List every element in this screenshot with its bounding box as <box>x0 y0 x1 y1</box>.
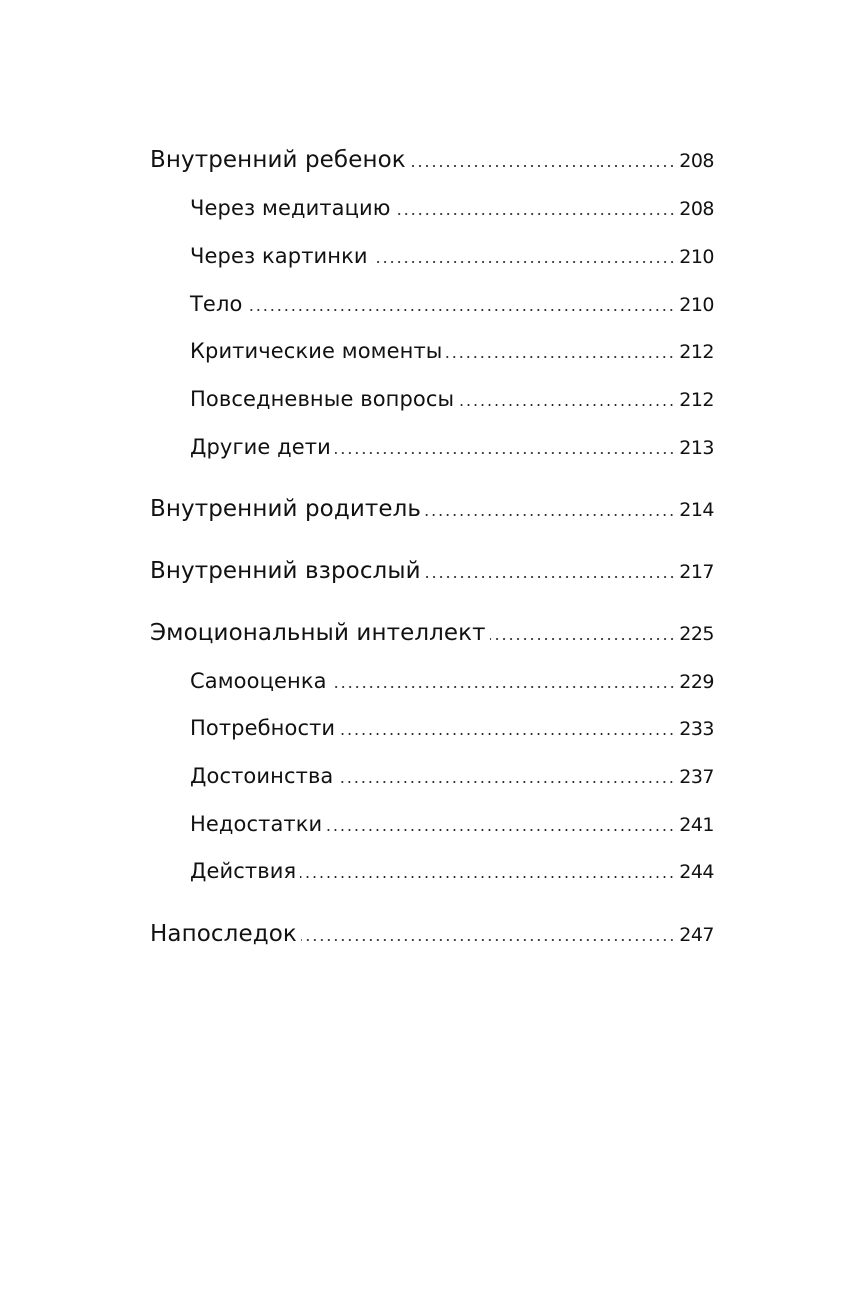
toc-entry-title: Недостатки <box>190 812 323 836</box>
toc-entry-page: 241 <box>679 814 714 836</box>
toc-entry-title: Другие дети <box>190 435 331 459</box>
toc-entry-page: 210 <box>679 294 714 316</box>
toc-entry-title: Внутренний ребенок <box>150 147 406 173</box>
toc-entry[interactable] <box>190 246 714 267</box>
toc-entry[interactable] <box>190 198 714 219</box>
toc-entry-page: 208 <box>679 198 714 220</box>
toc-entry[interactable] <box>190 389 714 410</box>
dot-leader <box>331 686 676 688</box>
toc-entry-page: 225 <box>679 623 714 645</box>
toc-entry-title: Через картинки <box>190 244 368 268</box>
toc-entry-title: Самооценка <box>190 669 327 693</box>
toc-entry-title: Тело <box>190 292 243 316</box>
toc-entry[interactable] <box>190 861 714 882</box>
toc-entry-title: Потребности <box>190 716 336 740</box>
dot-leader <box>337 781 675 783</box>
toc-entry-title: Достоинства <box>190 764 334 788</box>
toc-entry-title: Внутренний взрослый <box>150 558 421 584</box>
toc-entry[interactable] <box>150 923 714 946</box>
toc-entry[interactable] <box>190 437 714 458</box>
toc-entry[interactable] <box>150 498 714 521</box>
toc-entry-title: Эмоциональный интеллект <box>150 620 486 646</box>
toc-entry-page: 214 <box>679 499 714 521</box>
toc-entry-title: Внутренний родитель <box>150 496 422 522</box>
dot-leader <box>410 165 675 167</box>
dot-leader <box>446 356 675 358</box>
toc-entry-title: Через медитацию <box>190 196 391 220</box>
toc-entry-page: 212 <box>679 341 714 363</box>
toc-entry-page: 210 <box>679 246 714 268</box>
toc-entry[interactable] <box>190 766 714 787</box>
dot-leader <box>395 213 676 215</box>
toc-entry[interactable] <box>190 294 714 315</box>
dot-leader <box>372 261 676 263</box>
dot-leader <box>300 876 675 878</box>
toc-entry-page: 247 <box>679 924 714 946</box>
toc-entry-page: 212 <box>679 389 714 411</box>
dot-leader <box>326 829 675 831</box>
dot-leader <box>339 733 675 735</box>
toc-entry-title: Критические моменты <box>190 339 443 363</box>
dot-leader <box>335 452 675 454</box>
toc-entry[interactable] <box>190 814 714 835</box>
toc-entry[interactable] <box>190 341 714 362</box>
dot-leader <box>246 309 675 311</box>
toc-entry-title: Напоследок <box>150 921 297 947</box>
toc-entry-page: 217 <box>679 561 714 583</box>
toc-entry[interactable] <box>150 622 714 645</box>
toc-entry-page: 229 <box>679 671 714 693</box>
toc-entry-page: 237 <box>679 766 714 788</box>
toc-entry-title: Повседневные вопросы <box>190 387 455 411</box>
toc-entry-page: 213 <box>679 437 714 459</box>
dot-leader <box>490 638 676 640</box>
dot-leader <box>301 939 675 941</box>
toc-entry-page: 244 <box>679 861 714 883</box>
toc-entry-page: 233 <box>679 718 714 740</box>
dot-leader <box>458 404 675 406</box>
toc-entry[interactable] <box>190 718 714 739</box>
toc-entry-page: 208 <box>679 150 714 172</box>
dot-leader <box>425 576 676 578</box>
dot-leader <box>425 514 675 516</box>
toc-entry[interactable] <box>190 671 714 692</box>
toc-entry[interactable] <box>150 149 714 172</box>
toc-entry-title: Действия <box>190 859 297 883</box>
toc-entry[interactable] <box>150 560 714 583</box>
